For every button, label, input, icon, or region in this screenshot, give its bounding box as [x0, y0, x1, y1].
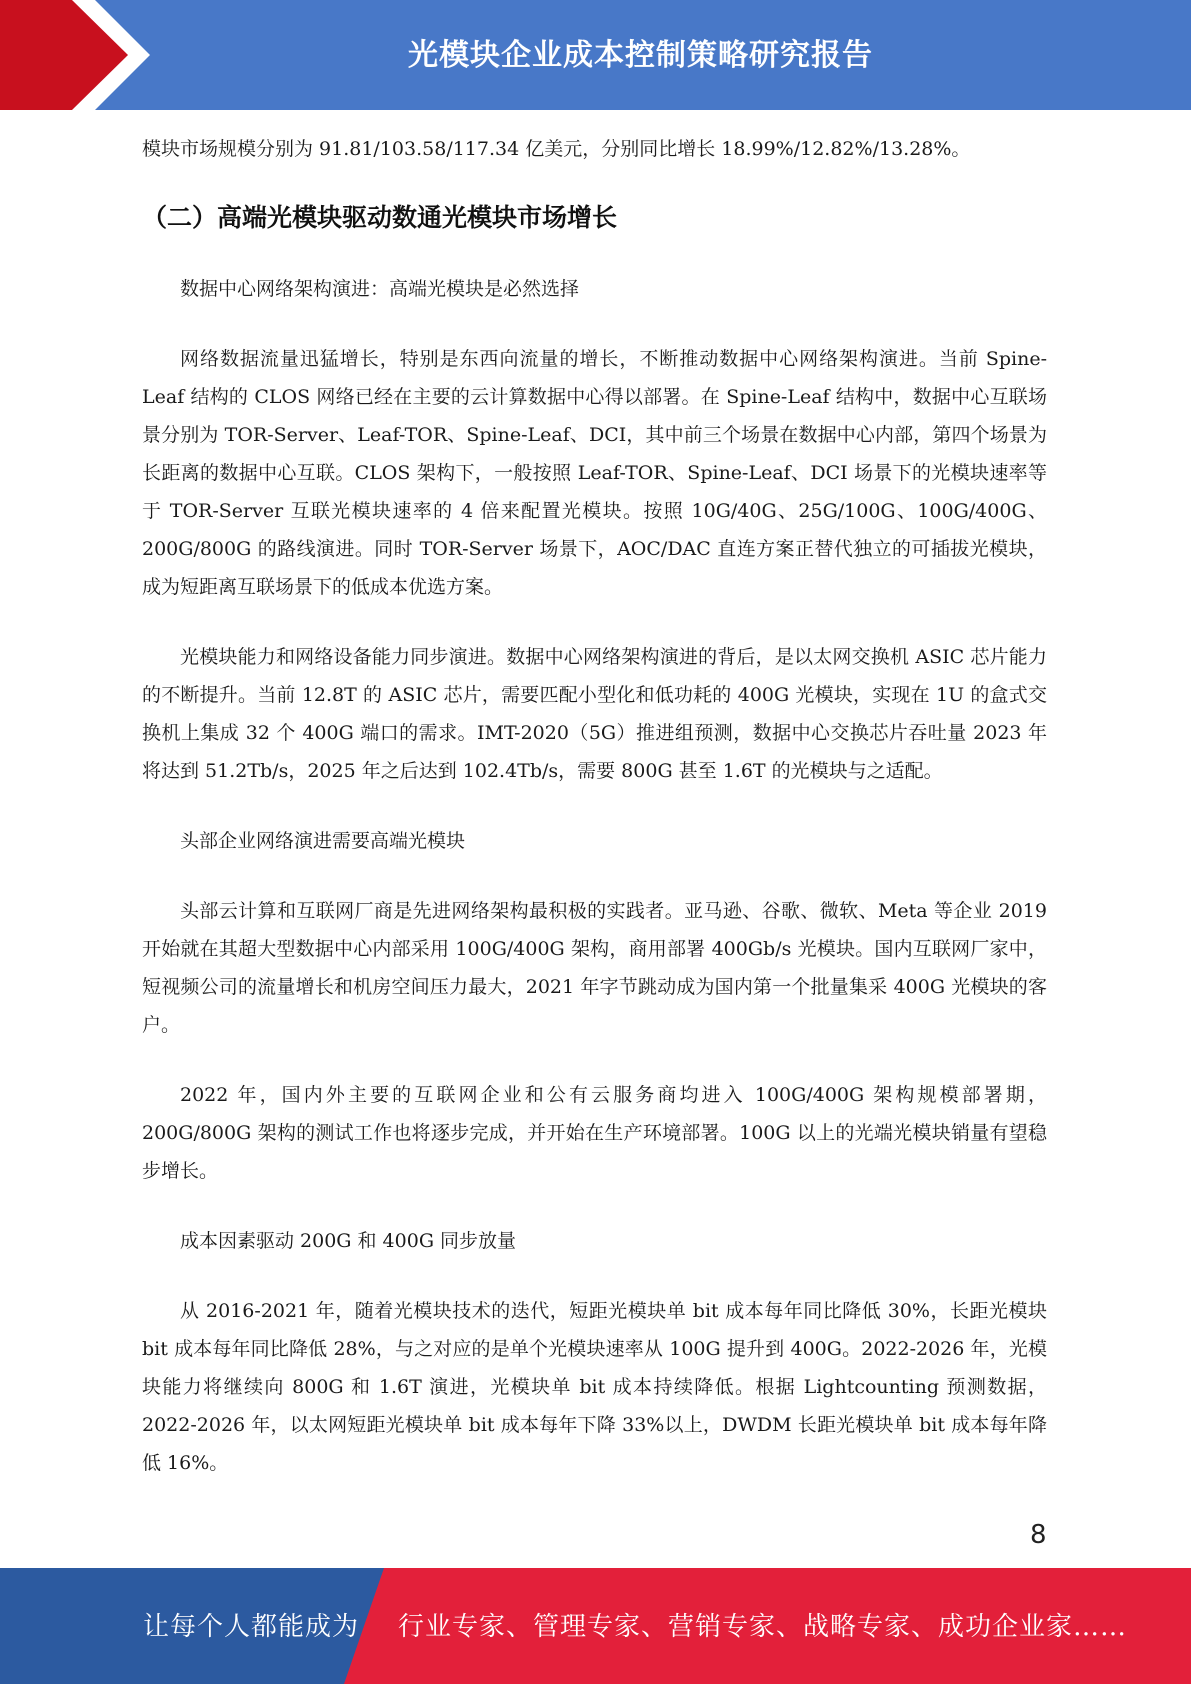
- paragraph-2022-deployment: 2022 年，国内外主要的互联网企业和公有云服务商均进入 100G/400G 架构规模部署期，200G/800G 架构的测试工作也将逐步完成，并开始在生产环境部署。100G 以上的光端光模块销量有望稳步增长。: [142, 1084, 1047, 1182]
- footer-slogan-right: 行业专家、管理专家、营销专家、战略专家、成功企业家……: [398, 1612, 1128, 1642]
- header-banner: [0, 0, 1191, 110]
- paragraph-cloud-vendors: 头部云计算和互联网厂商是先进网络架构最积极的实践者。亚马逊、谷歌、微软、Meta 等企业 2019 开始就在其超大型数据中心内部采用 100G/400G 架构，商用部署 400Gb/s 光模块。国内互联网厂家中，短视频公司的流量增长和机房空间压力最大，2021 年字节跳动成为国内第一个批量集采 400G 光模块的客户。: [142, 900, 1047, 1036]
- footer-slogan-left: 让每个人都能成为: [143, 1612, 360, 1642]
- subhead-leading-enterprises: 头部企业网络演进需要高端光模块: [180, 830, 466, 852]
- subhead-cost-factors: 成本因素驱动 200G 和 400G 同步放量: [180, 1230, 517, 1252]
- report-title: 光模块企业成本控制策略研究报告: [408, 38, 873, 73]
- footer-banner: [0, 1568, 1191, 1684]
- paragraph-network-evolution: 网络数据流量迅猛增长，特别是东西向流量的增长，不断推动数据中心网络架构演进。当前 Spine-Leaf 结构的 CLOS 网络已经在主要的云计算数据中心得以部署。在 Spine-Leaf 结构中，数据中心互联场景分别为 TOR-Server、Leaf-TOR、Spine-Leaf、DCI，其中前三个场景在数据中心内部，第四个场景为长距离的数据中心互联。CLOS 架构下，一般按照 Leaf-TOR、Spine-Leaf、DCI 场景下的光模块速率等于 TOR-Server 互联光模块速率的 4 倍来配置光模块。按照 10G/40G、25G/100G、100G/400G、200G/800G 的路线演进。同时 TOR-Server 场景下，AOC/DAC 直连方案正替代独立的可插拔光模块，成为短距离互联场景下的低成本优选方案。: [142, 348, 1047, 598]
- paragraph-asic-capability: 光模块能力和网络设备能力同步演进。数据中心网络架构演进的背后，是以太网交换机 ASIC 芯片能力的不断提升。当前 12.8T 的 ASIC 芯片，需要匹配小型化和低功耗的 400G 光模块，实现在 1U 的盒式交换机上集成 32 个 400G 端口的需求。IMT-2020（5G）推进组预测，数据中心交换芯片吞吐量 2023 年将达到 51.2Tb/s，2025 年之后达到 102.4Tb/s，需要 800G 甚至 1.6T 的光模块与之适配。: [142, 646, 1047, 782]
- paragraph-cost-trend: 从 2016-2021 年，随着光模块技术的迭代，短距光模块单 bit 成本每年同比降低 30%，长距光模块 bit 成本每年同比降低 28%，与之对应的是单个光模块速率从 100G 提升到 400G。2022-2026 年，光模块能力将继续向 800G 和 1.6T 演进，光模块单 bit 成本持续降低。根据 Lightcounting 预测数据，2022-2026 年，以太网短距光模块单 bit 成本每年下降 33%以上，DWDM 长距光模块单 bit 成本每年降低 16%。: [142, 1300, 1047, 1474]
- section-heading: （二）高端光模块驱动数通光模块市场增长: [142, 203, 618, 232]
- intro-line: 模块市场规模分别为 91.81/103.58/117.34 亿美元，分别同比增长 18.99%/12.82%/13.28%。: [142, 138, 971, 160]
- document-body: [142, 130, 1047, 1482]
- subhead-architecture: 数据中心网络架构演进：高端光模块是必然选择: [180, 278, 580, 300]
- page-number: 8: [1030, 1520, 1047, 1550]
